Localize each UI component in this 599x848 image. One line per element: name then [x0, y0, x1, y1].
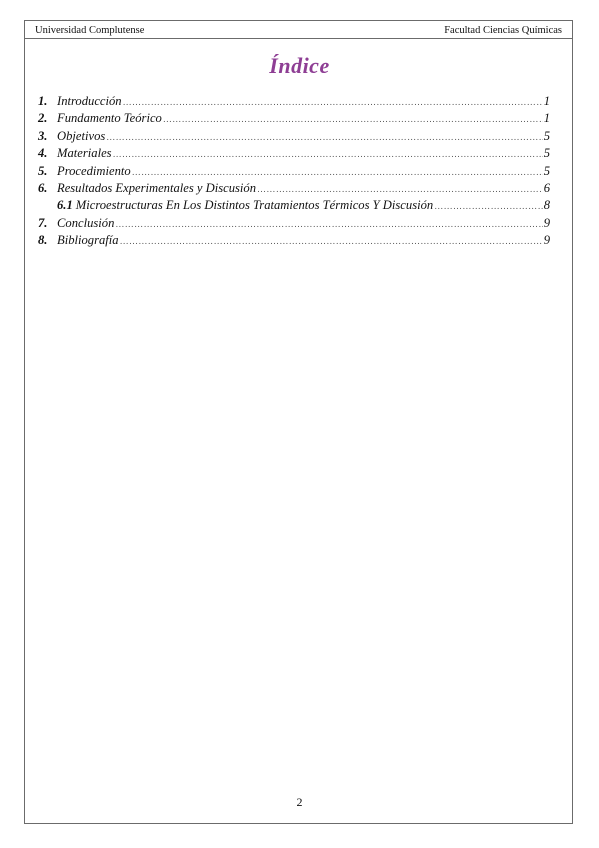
- toc-entry-number: 6.: [38, 180, 48, 195]
- toc-entry-number: 6.1: [57, 198, 73, 213]
- toc-entry-number: 3.: [38, 128, 48, 143]
- page-number: 2: [296, 795, 303, 809]
- toc-entry-page: 1: [543, 94, 550, 108]
- toc-entry-number: 5.: [38, 163, 48, 178]
- toc-entry-label: Procedimiento: [57, 163, 131, 178]
- toc-entry-fundamento-teorico[interactable]: [38, 110, 550, 127]
- toc-entry-label: Materiales: [57, 146, 112, 161]
- toc-entry-label: Conclusión: [57, 215, 115, 230]
- toc-entry-introduccion[interactable]: [38, 93, 550, 110]
- toc-entry-label: Resultados Experimentales y Discusión: [57, 180, 257, 195]
- toc-entry-resultados[interactable]: [38, 180, 550, 197]
- index-title: Índice: [269, 53, 330, 78]
- toc-entry-label: Bibliografía: [57, 233, 119, 248]
- toc-entry-objetivos[interactable]: [38, 128, 550, 145]
- toc-entry-page: 1: [543, 111, 550, 126]
- toc-entry-page: 5: [543, 146, 550, 161]
- toc-leader-dots: [123, 94, 543, 111]
- toc-leader-dots: [120, 233, 543, 250]
- toc-entry-page: 5: [543, 163, 550, 178]
- toc-leader-dots: [132, 164, 543, 181]
- header-divider: [24, 38, 573, 39]
- table-of-contents: [38, 93, 550, 250]
- toc-entry-materiales[interactable]: [38, 145, 550, 162]
- toc-leader-dots: [113, 146, 543, 163]
- toc-entry-conclusion[interactable]: [38, 215, 550, 232]
- toc-entry-number: 8.: [38, 233, 48, 248]
- toc-entry-number: 4.: [38, 146, 48, 161]
- toc-entry-procedimiento[interactable]: [38, 163, 550, 180]
- toc-entry-bibliografia[interactable]: [38, 232, 550, 249]
- toc-entry-page: 6: [543, 180, 550, 195]
- toc-entry-label: Introducción: [57, 94, 122, 108]
- toc-entry-page: 8: [543, 198, 550, 213]
- toc-leader-dots: [115, 216, 542, 233]
- toc-leader-dots: [257, 181, 543, 198]
- toc-entry-page: 9: [543, 215, 550, 230]
- toc-leader-dots: [434, 198, 543, 215]
- header-faculty: Facultad Ciencias Químicas: [444, 25, 562, 36]
- toc-entry-page: 9: [543, 233, 550, 248]
- toc-entry-label: Fundamento Teórico: [57, 111, 162, 126]
- toc-entry-number: 1.: [38, 94, 48, 108]
- toc-entry-number: 7.: [38, 215, 48, 230]
- toc-subentry-microestructuras[interactable]: [38, 197, 550, 214]
- toc-entry-number: 2.: [38, 111, 48, 126]
- toc-leader-dots: [163, 111, 543, 128]
- header-university: Universidad Complutense: [35, 25, 145, 36]
- toc-entry-page: 5: [543, 128, 550, 143]
- toc-leader-dots: [106, 129, 542, 146]
- toc-entry-label: Objetivos: [57, 128, 106, 143]
- toc-entry-label: Microestructuras En Los Distintos Tratamientos Térmicos Y Discusión: [75, 198, 434, 213]
